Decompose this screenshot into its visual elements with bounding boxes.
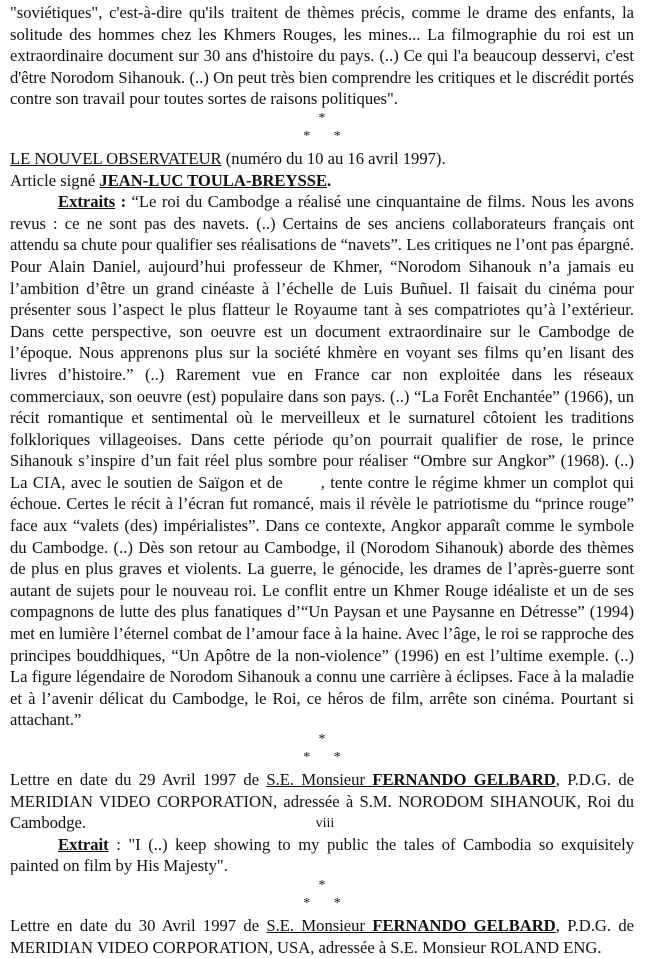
section-separator [10,731,634,769]
intro-quote-ending: "soviétiques", c'est-à-dire qu'ils traitent de thèmes précis, comme le drame des enfants, la solitude des hommes chez les Khmers Rouges, les mines... La filmographie du roi est un extraordinaire document sur 30 ans d'histoire du pays. (..) Ce qui l'a beaucoup desservi, c'est d'être Norodom Sihanouk. (..) On peut très bien comprendre les critiques et le discrédit portés contre son travail pour toutes sortes de raisons politiques". [10,3,634,109]
source-detail: (numéro du 10 au 16 avril 1997). [221,148,446,168]
separator-star-top: * [318,110,326,126]
nouvel-obs-source [10,148,634,170]
letter2-sender-name: FERNANDO GELBARD [372,915,556,935]
separator-stars-bottom: * * [303,895,351,911]
letter2-prefix: Lettre en date du 30 Avril 1997 de [10,915,267,935]
extract-label: Extrait [58,834,109,854]
section-separator [10,110,634,148]
letter2-sender [266,916,555,935]
extract-text: : "I (..) keep showing to my public the tales of Cambodia so exquisitely painted on film by His Majesty". [10,834,634,876]
separator-stars-bottom: * * [303,750,351,765]
letter1-sender-title: S.E. Monsieur [266,770,373,789]
separator-star-top: * [318,732,326,747]
extracts-sep: : [115,192,132,212]
page-number: viii [315,816,335,831]
letter1-sender-name: FERNANDO GELBARD [372,770,556,789]
nouvel-obs-signature [10,170,634,192]
letter2-suffix: , P.D.G. de MERIDIAN VIDEO CORPORATION, USA, adressée à S.E. Monsieur ROLAND ENG. [10,915,635,957]
separator-stars-bottom: * * [303,128,351,144]
source-title: LE NOUVEL OBSERVATEUR [10,148,222,168]
author-name: JEAN-LUC TOULA-BREYSSE [99,170,328,190]
document-page [10,2,634,958]
section-separator [10,877,634,915]
nouvel-obs-extracts [10,191,634,731]
extracts-text-part1: “Le roi du Cambodge a réalisé une cinquantaine de films. Nous les avons revus : ce ne sont pas des navets. (..) Certains de ses anciens collaborateurs français ont attendu sa chute pour qualifier ses réalisations de “navets”. Les critiques ne l’ont pas épargné. Pour Alain Daniel, aujourd’hui professeur de Khmer, “Norodom Sihanouk n’a jamais eu l’ambition d’être un grand cinéaste à l’échelle de Luis Buñuel. Il faisait du cinéma pour présenter sous l’aspect le plus flatteur le Royaume tant à ses compatriotes qu’à l’extérieur. Dans cette perspective, son oeuvre est un document extraordinaire sur le Cambodge de l’époque. Nous apprenons plus sur la société khmère en voyant ses films qu’en lisant des livres d’histoire.” (..) Rarement vue en France car non exploitée dans les réseaux commerciaux, son oeuvre (est) populaire dans son pays. (..) “La Forêt Enchantée” (1966), un récit romantique et sentimental où le merveilleux et le surnaturel côtoient les traditions folkloriques villageoises. Dans cette période qu’on pourrait qualifier de rose, le prince Sihanouk s’inspire d’un fait réel plus sombre pour réaliser “Ombre sur Angkor” (1968). (..) La CIA, avec le soutien de Saïgon et de [10,192,634,492]
extracts-text-part2: , tente contre le régime khmer un complot qui échoue. Certes le récit à l’écran fut romancé, mais il révèle le patriotisme du “prince rouge” face aux “valets (des) impérialistes”. Dans ce contexte, Angkor apparaît comme le symbole du Cambodge. (..) Dès son retour au Cambodge, il (Norodom Sihanouk) aborde des thèmes de plus en plus graves et violents. La guerre, le génocide, les drames de l’après-guerre sont autant de sujets pour le nouveau roi. Le conflit entre un Khmer Rouge idéaliste et un de ses compagnons de lutte des plus fanatiques d’“Un Paysan et une Paysanne en Détresse” (1994) met en lumière l’éternel combat de l’amour face à la haine. Avec l’âge, le roi se rapproche des principes bouddhiques, “Un Apôtre de la non-violence” (1996) en est l’ultime exemple. (..) La figure légendaire de Norodom Sihanouk a connu une carrière à éclipses. Face à la maladie et à l’avenir délicat du Cambodge, le Roi, ce héros de film, arrête son cinéma. Pourtant si attachant.” [10,472,634,730]
letter2-sender-title: S.E. Monsieur [266,915,373,935]
letter1-extract [10,834,634,877]
letter1-suffix: , P.D.G. de MERIDIAN VIDEO CORPORATION, adressée à S.M. NORODOM SIHANOUK, Roi du Cambodge. [10,770,635,833]
signed-prefix: Article signé [10,170,100,190]
letter1-prefix: Lettre en date du 29 Avril 1997 de [10,770,267,789]
separator-star-top: * [318,877,326,893]
author-suffix: . [327,170,332,190]
letter-30-april [10,915,634,958]
letter1-sender [266,770,555,789]
extracts-label: Extraits [58,192,116,212]
